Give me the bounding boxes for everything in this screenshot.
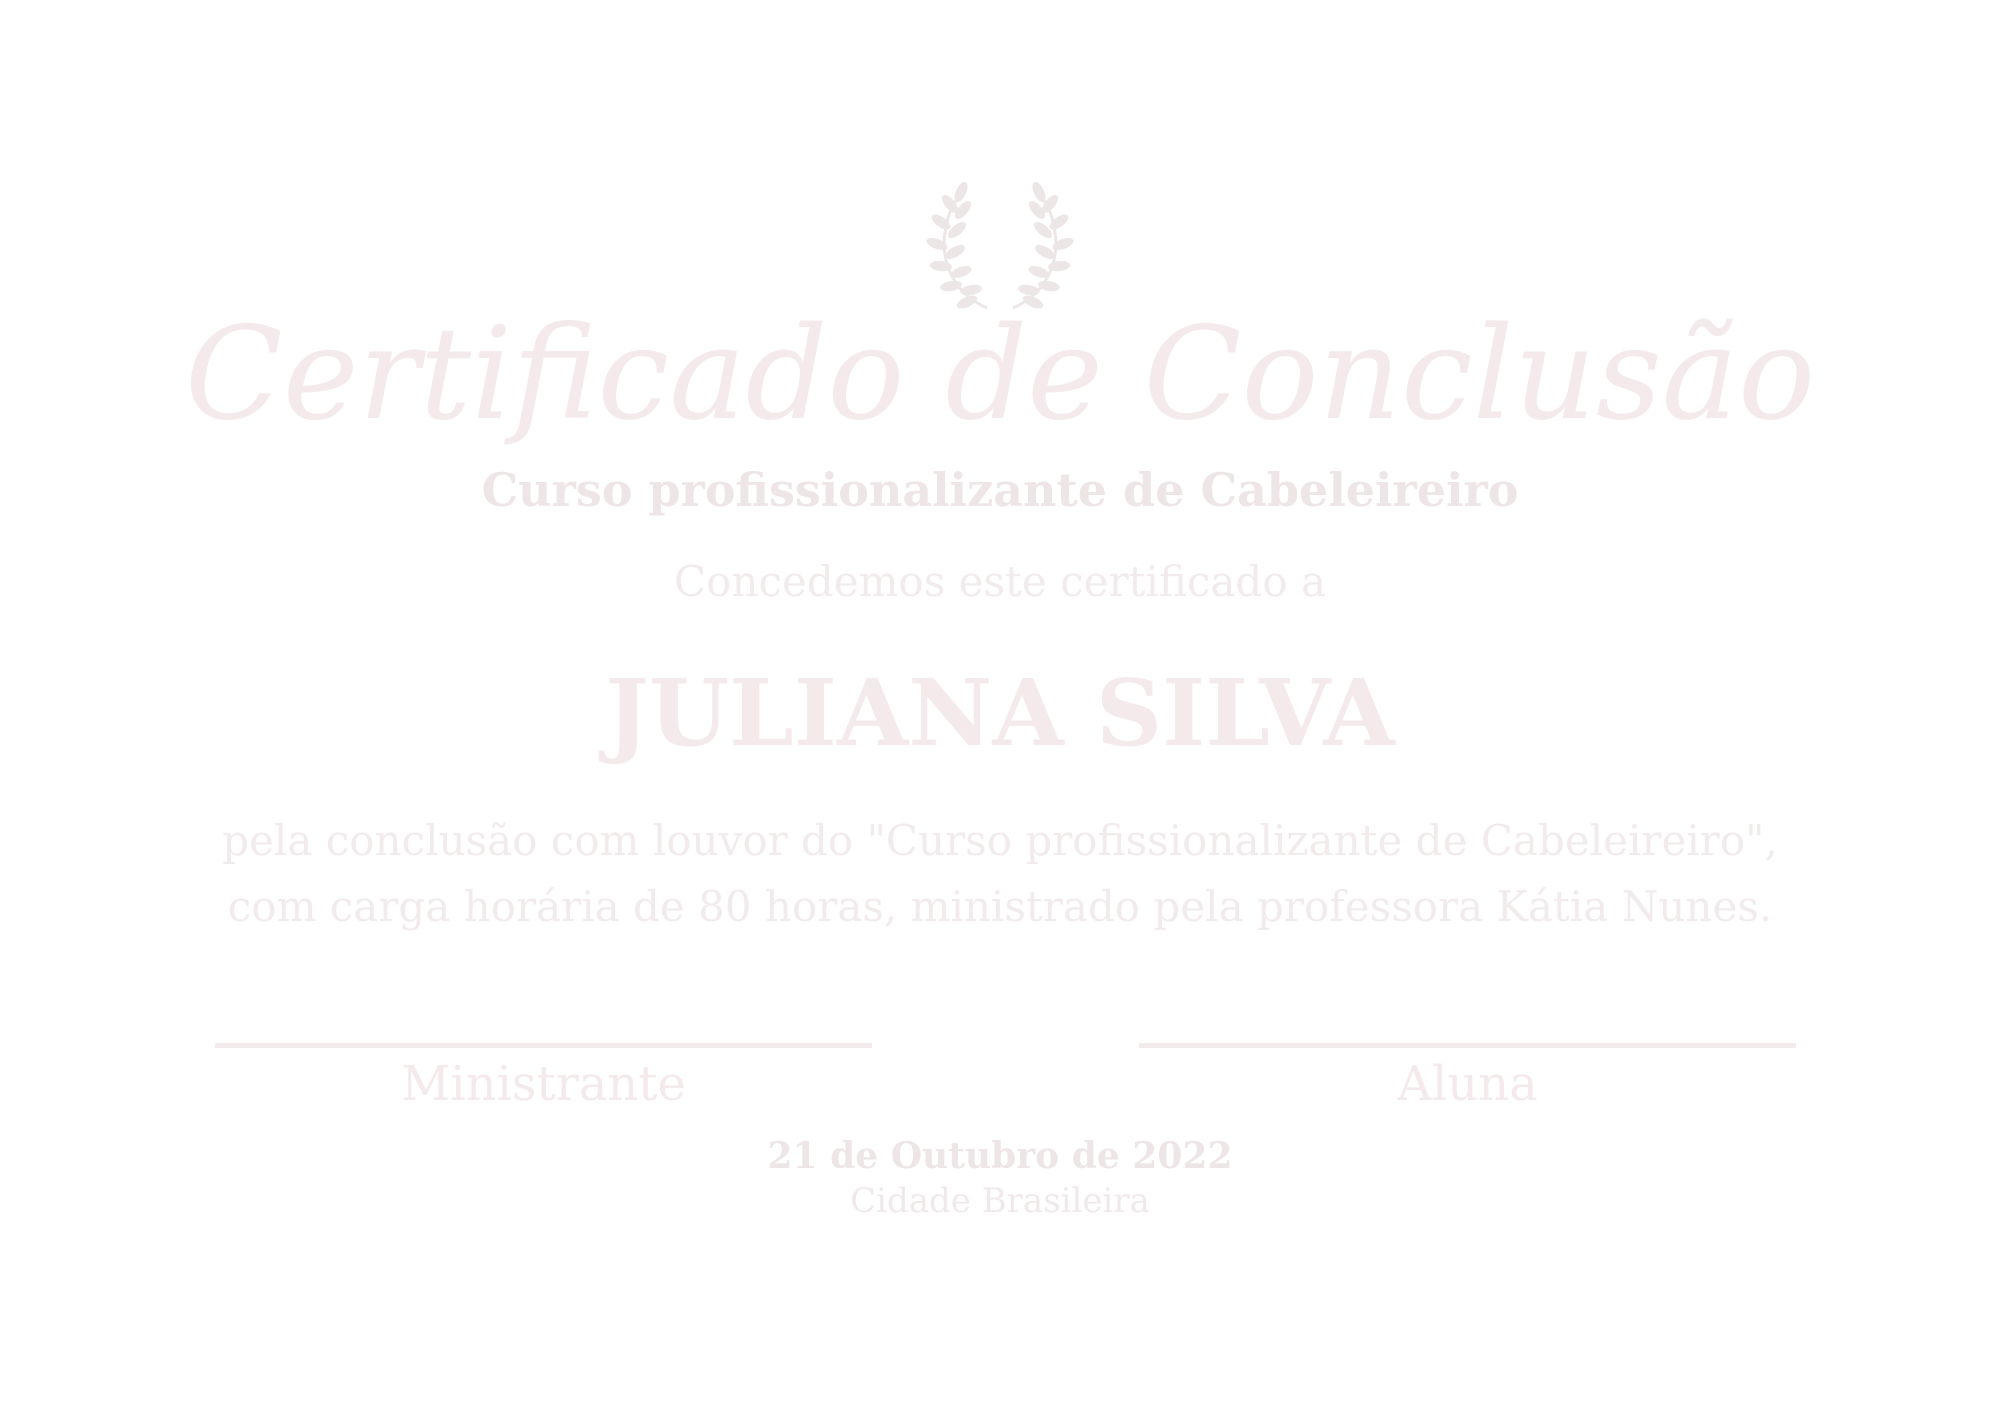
signature-label-student: Aluna [1397, 1056, 1538, 1112]
laurel-wreath-icon [925, 182, 1075, 314]
signature-label-instructor: Ministrante [401, 1056, 686, 1112]
course-subtitle: Curso profissionalizante de Cabeleireiro [481, 463, 1519, 517]
certificate-body [0, 808, 2000, 940]
signature-line-instructor [215, 1043, 872, 1048]
certificate-title: Certificado de Conclusão [184, 300, 1816, 449]
signature-line-student [1139, 1043, 1796, 1048]
grant-text: Concedemos este certificado a [673, 557, 1326, 606]
recipient-name: JULIANA SILVA [605, 659, 1395, 767]
certificate-city: Cidade Brasileira [850, 1181, 1150, 1221]
body-line-2: com carga horária de 80 horas, ministrado pela professora Kátia Nunes. [227, 882, 1773, 931]
certificate-date: 21 de Outubro de 2022 [767, 1135, 1233, 1177]
body-line-1: pela conclusão com louvor do "Curso profissionalizante de Cabeleireiro", [222, 816, 1778, 865]
